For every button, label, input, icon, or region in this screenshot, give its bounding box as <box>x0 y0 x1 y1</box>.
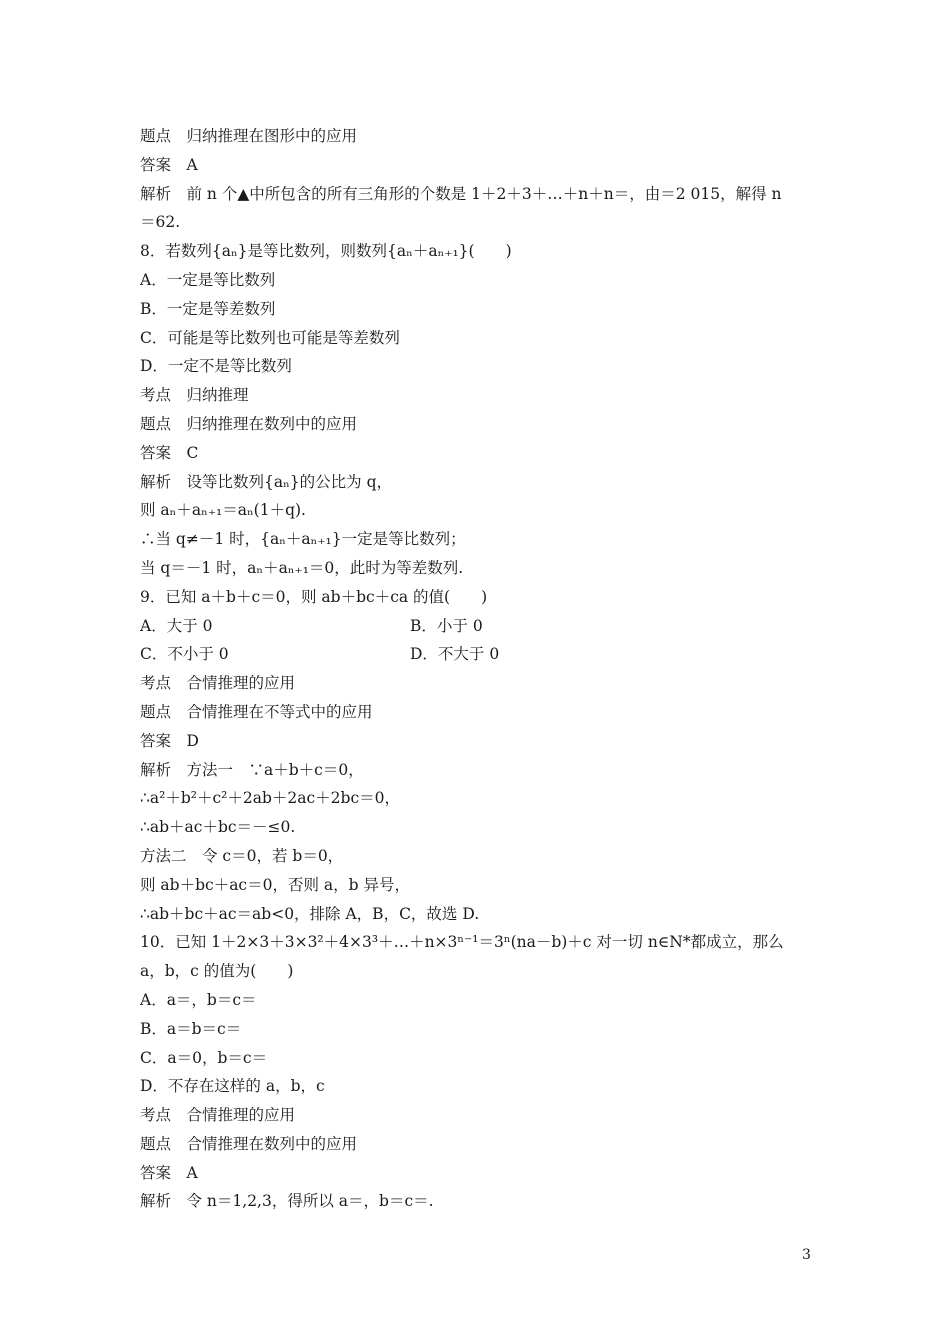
text-line: ∴ab＋bc＋ac＝ab<0，排除 A，B，C，故选 D. <box>140 904 480 923</box>
text-line: 题点 归纳推理在数列中的应用 <box>140 414 358 433</box>
text-line: 题点 归纳推理在图形中的应用 <box>140 127 358 145</box>
text-line: 解析 方法一 ∵a＋b＋c＝0， <box>140 760 364 779</box>
option-a: A．大于 0 <box>140 616 213 635</box>
option-line: A．a＝，b＝c＝ <box>140 990 257 1009</box>
text-line: ＝62. <box>140 213 181 232</box>
option-line: B．a＝b＝c＝ <box>140 1019 242 1038</box>
text-line: 方法二 令 c＝0，若 b＝0， <box>140 846 344 865</box>
text-line: 题点 合情推理在数列中的应用 <box>140 1134 358 1153</box>
question-8: 8．若数列{aₙ}是等比数列，则数列{aₙ＋aₙ₊₁}( ) <box>140 242 512 261</box>
text-line: 考点 合情推理的应用 <box>140 674 296 693</box>
text-line: 解析 设等比数列{aₙ}的公比为 q， <box>140 472 393 491</box>
option-row <box>140 612 820 641</box>
option-line: C．可能是等比数列也可能是等差数列 <box>140 328 400 347</box>
text-line: ∴ab＋ac＋bc＝－≤0. <box>140 818 296 837</box>
text-line: ∴a²＋b²＋c²＋2ab＋2ac＋2bc＝0， <box>140 789 400 808</box>
page-number: 3 <box>802 1247 811 1263</box>
text-line: 当 q＝－1 时，aₙ＋aₙ₊₁＝0，此时为等差数列. <box>140 558 464 577</box>
option-row <box>140 640 820 669</box>
text-line: 解析 令 n＝1,2,3，得所以 a＝，b＝c＝. <box>140 1192 434 1211</box>
text-line: a，b，c 的值为( ) <box>140 962 294 981</box>
text-line: 题点 合情推理在不等式中的应用 <box>140 702 373 721</box>
text-line: 答案 A <box>140 155 198 174</box>
text-line: ∴当 q≠－1 时，{aₙ＋aₙ₊₁}一定是等比数列； <box>140 530 466 549</box>
option-line: D．一定不是等比数列 <box>140 357 292 376</box>
option-line: A．一定是等比数列 <box>140 270 276 289</box>
option-line: B．一定是等差数列 <box>140 299 276 318</box>
text-line: 解析 前 n 个▲中所包含的所有三角形的个数是 1＋2＋3＋…＋n＋n＝，由＝2 015，解得 n <box>140 184 782 203</box>
question-10: 10．已知 1＋2×3＋3×3²＋4×3³＋…＋n×3ⁿ⁻¹＝3ⁿ(na－b)＋c 对一切 n∈N*都成立，那么 <box>140 933 784 952</box>
text-line: 考点 归纳推理 <box>140 386 249 405</box>
option-b: B．小于 0 <box>410 616 483 635</box>
question-9: 9．已知 a＋b＋c＝0，则 ab＋bc＋ca 的值( ) <box>140 587 488 606</box>
option-line: D．不存在这样的 a，b，c <box>140 1077 325 1096</box>
option-line: C．a＝0，b＝c＝ <box>140 1048 268 1067</box>
text-line: 答案 C <box>140 443 199 462</box>
option-c: C．不小于 0 <box>140 645 229 664</box>
text-line: 答案 A <box>140 1163 198 1182</box>
document-body <box>140 122 820 1216</box>
text-line: 答案 D <box>140 731 199 750</box>
option-d: D．不大于 0 <box>410 645 500 664</box>
text-line: 则 aₙ＋aₙ₊₁＝aₙ(1＋q). <box>140 501 306 520</box>
text-line: 则 ab＋bc＋ac＝0，否则 a，b 异号， <box>140 875 410 894</box>
text-line: 考点 合情推理的应用 <box>140 1106 296 1125</box>
